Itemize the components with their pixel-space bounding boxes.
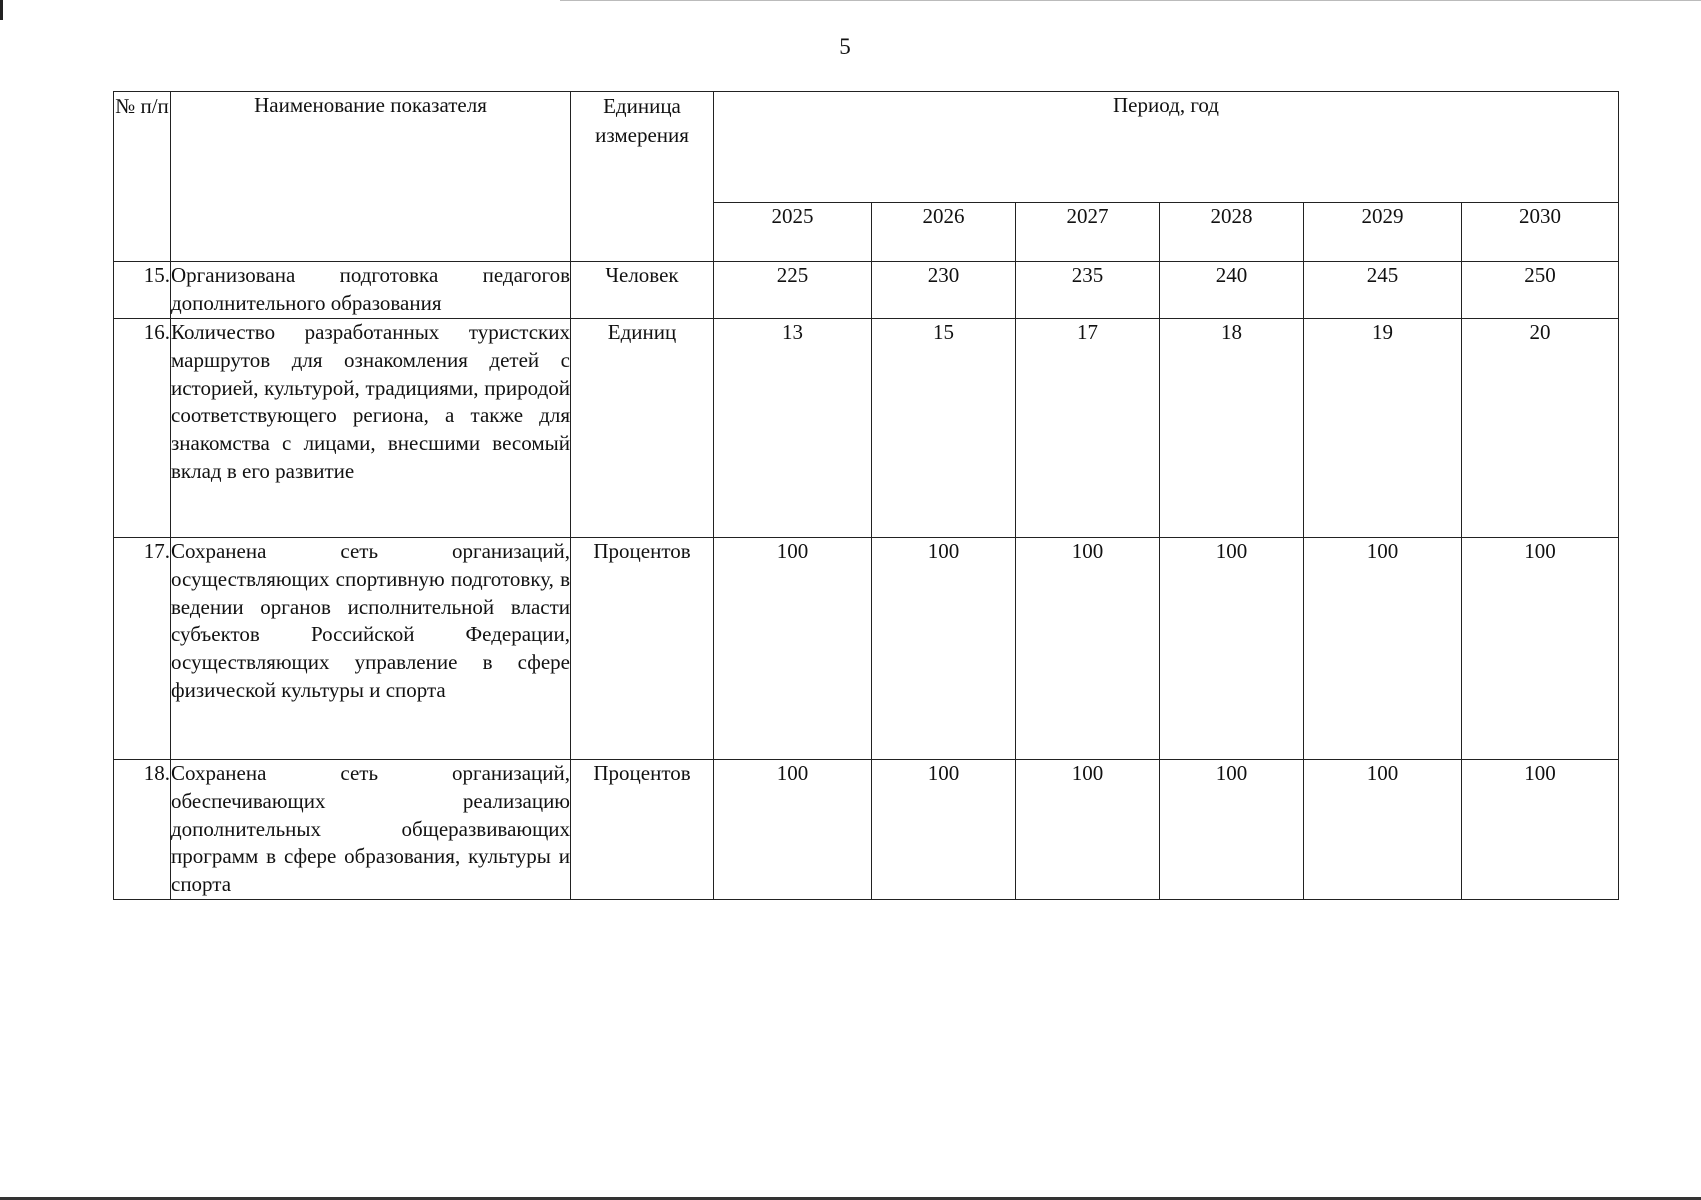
- header-year: 2029: [1304, 203, 1462, 262]
- value-cell: 245: [1304, 262, 1462, 319]
- value-cell: 100: [872, 538, 1016, 760]
- scan-edge-left: [0, 0, 3, 20]
- unit-cell: Процентов: [571, 760, 714, 900]
- row-number: 16.: [114, 319, 171, 538]
- indicator-name: Количество разработанных туристских маршрутов для ознакомления детей с историей, культурой, традициями, природой соответствующего региона, а также для знакомства с лицами, внесшими весомый вклад в его развитие: [171, 319, 571, 538]
- value-cell: 18: [1160, 319, 1304, 538]
- table-row: [114, 538, 1619, 760]
- value-cell: 15: [872, 319, 1016, 538]
- value-cell: 20: [1462, 319, 1619, 538]
- value-cell: 230: [872, 262, 1016, 319]
- value-cell: 100: [1016, 538, 1160, 760]
- value-cell: 100: [1016, 760, 1160, 900]
- value-cell: 100: [1462, 760, 1619, 900]
- unit-cell: Человек: [571, 262, 714, 319]
- table-row: [114, 319, 1619, 538]
- row-number: 17.: [114, 538, 171, 760]
- value-cell: 13: [714, 319, 872, 538]
- value-cell: 240: [1160, 262, 1304, 319]
- value-cell: 235: [1016, 262, 1160, 319]
- table-row: [114, 262, 1619, 319]
- value-cell: 100: [1304, 538, 1462, 760]
- row-number: 18.: [114, 760, 171, 900]
- value-cell: 100: [714, 760, 872, 900]
- header-num: № п/п: [114, 92, 171, 262]
- table-row: [114, 760, 1619, 900]
- value-cell: 250: [1462, 262, 1619, 319]
- header-year: 2027: [1016, 203, 1160, 262]
- header-row-top: [114, 92, 1619, 203]
- value-cell: 100: [1462, 538, 1619, 760]
- header-period: Период, год: [714, 92, 1619, 203]
- unit-cell: Единиц: [571, 319, 714, 538]
- indicator-name: Сохранена сеть организаций, осуществляющих спортивную подготовку, в ведении органов исполнительной власти субъектов Российской Федерации, осуществляющих управление в сфере физической культуры и спорта: [171, 538, 571, 760]
- page-number: 5: [839, 34, 851, 59]
- value-cell: 225: [714, 262, 872, 319]
- value-cell: 100: [1160, 538, 1304, 760]
- header-year: 2026: [872, 203, 1016, 262]
- header-year: 2025: [714, 203, 872, 262]
- value-cell: 19: [1304, 319, 1462, 538]
- indicator-name: Сохранена сеть организаций, обеспечивающих реализацию дополнительных общеразвивающих программ в сфере образования, культуры и спорта: [171, 760, 571, 900]
- value-cell: 100: [1304, 760, 1462, 900]
- header-year: 2030: [1462, 203, 1619, 262]
- indicators-table: [113, 91, 1619, 900]
- unit-cell: Процентов: [571, 538, 714, 760]
- indicator-name: Организована подготовка педагогов дополнительного образования: [171, 262, 571, 319]
- header-unit: Единица измерения: [571, 92, 714, 262]
- value-cell: 100: [714, 538, 872, 760]
- scan-edge-top: [560, 0, 1701, 1]
- value-cell: 17: [1016, 319, 1160, 538]
- value-cell: 100: [872, 760, 1016, 900]
- header-year: 2028: [1160, 203, 1304, 262]
- value-cell: 100: [1160, 760, 1304, 900]
- row-number: 15.: [114, 262, 171, 319]
- header-name: Наименование показателя: [171, 92, 571, 262]
